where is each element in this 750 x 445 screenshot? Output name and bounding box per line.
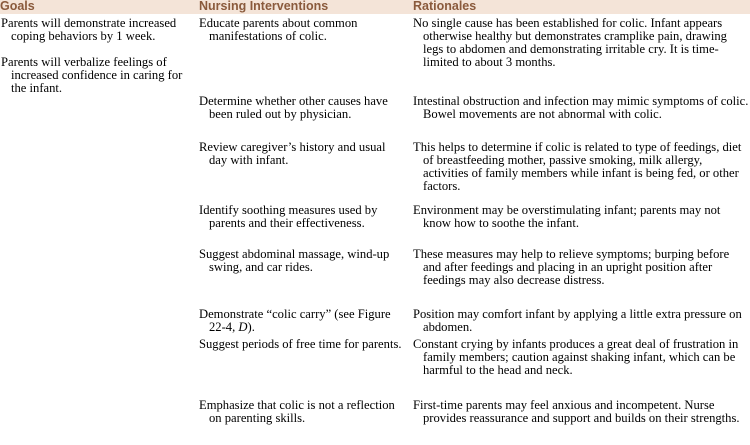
intervention-cell [199,338,404,351]
rationale-cell [413,248,750,287]
goal-text: Parents will demonstrate increased coping behaviors by 1 week. [1,16,177,43]
table-header [0,0,750,14]
goal-item [1,56,191,95]
intervention-text: Identify soothing measures used by parents and their effectiveness. [199,203,378,230]
rationale-text: No single cause has been established for colic. Infant appears otherwise healthy but demonstrates cramplike pain, drawing legs to abdomen and demonstrating irritable cry. It is time-limited to about 3 months. [413,16,727,69]
rationale-cell [413,308,750,334]
figure-panel-label: D [238,320,248,334]
intervention-cell [199,141,404,167]
intervention-text: Suggest periods of free time for parents. [199,337,402,351]
rationale-cell [413,141,750,193]
intervention-cell [199,204,404,230]
rationale-cell [413,17,750,69]
intervention-text [199,308,404,334]
rationale-text: Environment may be overstimulating infant; parents may not know how to soothe the infant. [413,203,721,230]
intervention-text-part: Demonstrate “colic carry” (see Figure 22-4, [199,307,391,334]
header-goals: Goals [0,0,35,13]
intervention-cell [199,308,404,334]
intervention-text-part: ). [247,320,255,334]
intervention-cell [199,399,404,425]
rationale-cell [413,399,750,425]
rationale-text: Intestinal obstruction and infection may mimic symptoms of colic. Bowel movements are not abnormal with colic. [413,94,749,121]
rationale-cell [413,204,750,230]
intervention-cell [199,248,404,274]
rationale-cell [413,95,750,121]
rationale-cell [413,338,750,377]
intervention-cell [199,95,404,121]
header-nursing-interventions: Nursing Interventions [199,0,329,13]
goal-text: Parents will verbalize feelings of increased confidence in caring for the infant. [1,55,183,95]
rationale-text: Constant crying by infants produces a great deal of frustration in family members; caution against shaking infant, which can be harmful to the head and neck. [413,337,739,377]
goal-item [1,17,191,43]
intervention-text: Emphasize that colic is not a reflection on parenting skills. [199,398,395,425]
intervention-text: Determine whether other causes have been ruled out by physician. [199,94,388,121]
rationale-text: First-time parents may feel anxious and incompetent. Nurse provides reassurance and support and builds on their strengths. [413,398,740,425]
intervention-cell [199,17,404,43]
intervention-text: Educate parents about common manifestations of colic. [199,16,358,43]
intervention-text: Suggest abdominal massage, wind-up swing, and car rides. [199,247,390,274]
rationale-text: Position may comfort infant by applying a little extra pressure on abdomen. [413,307,742,334]
rationale-text: This helps to determine if colic is related to type of feedings, diet of breastfeeding mother, passive smoking, milk allergy, activities of family members while infant is being fed, or other factors. [413,140,742,193]
rationale-text: These measures may help to relieve symptoms; burping before and after feedings and placing in an upright position after feedings may also decrease distress. [413,247,730,287]
header-rationales: Rationales [413,0,477,13]
intervention-text: Review caregiver’s history and usual day with infant. [199,140,386,167]
